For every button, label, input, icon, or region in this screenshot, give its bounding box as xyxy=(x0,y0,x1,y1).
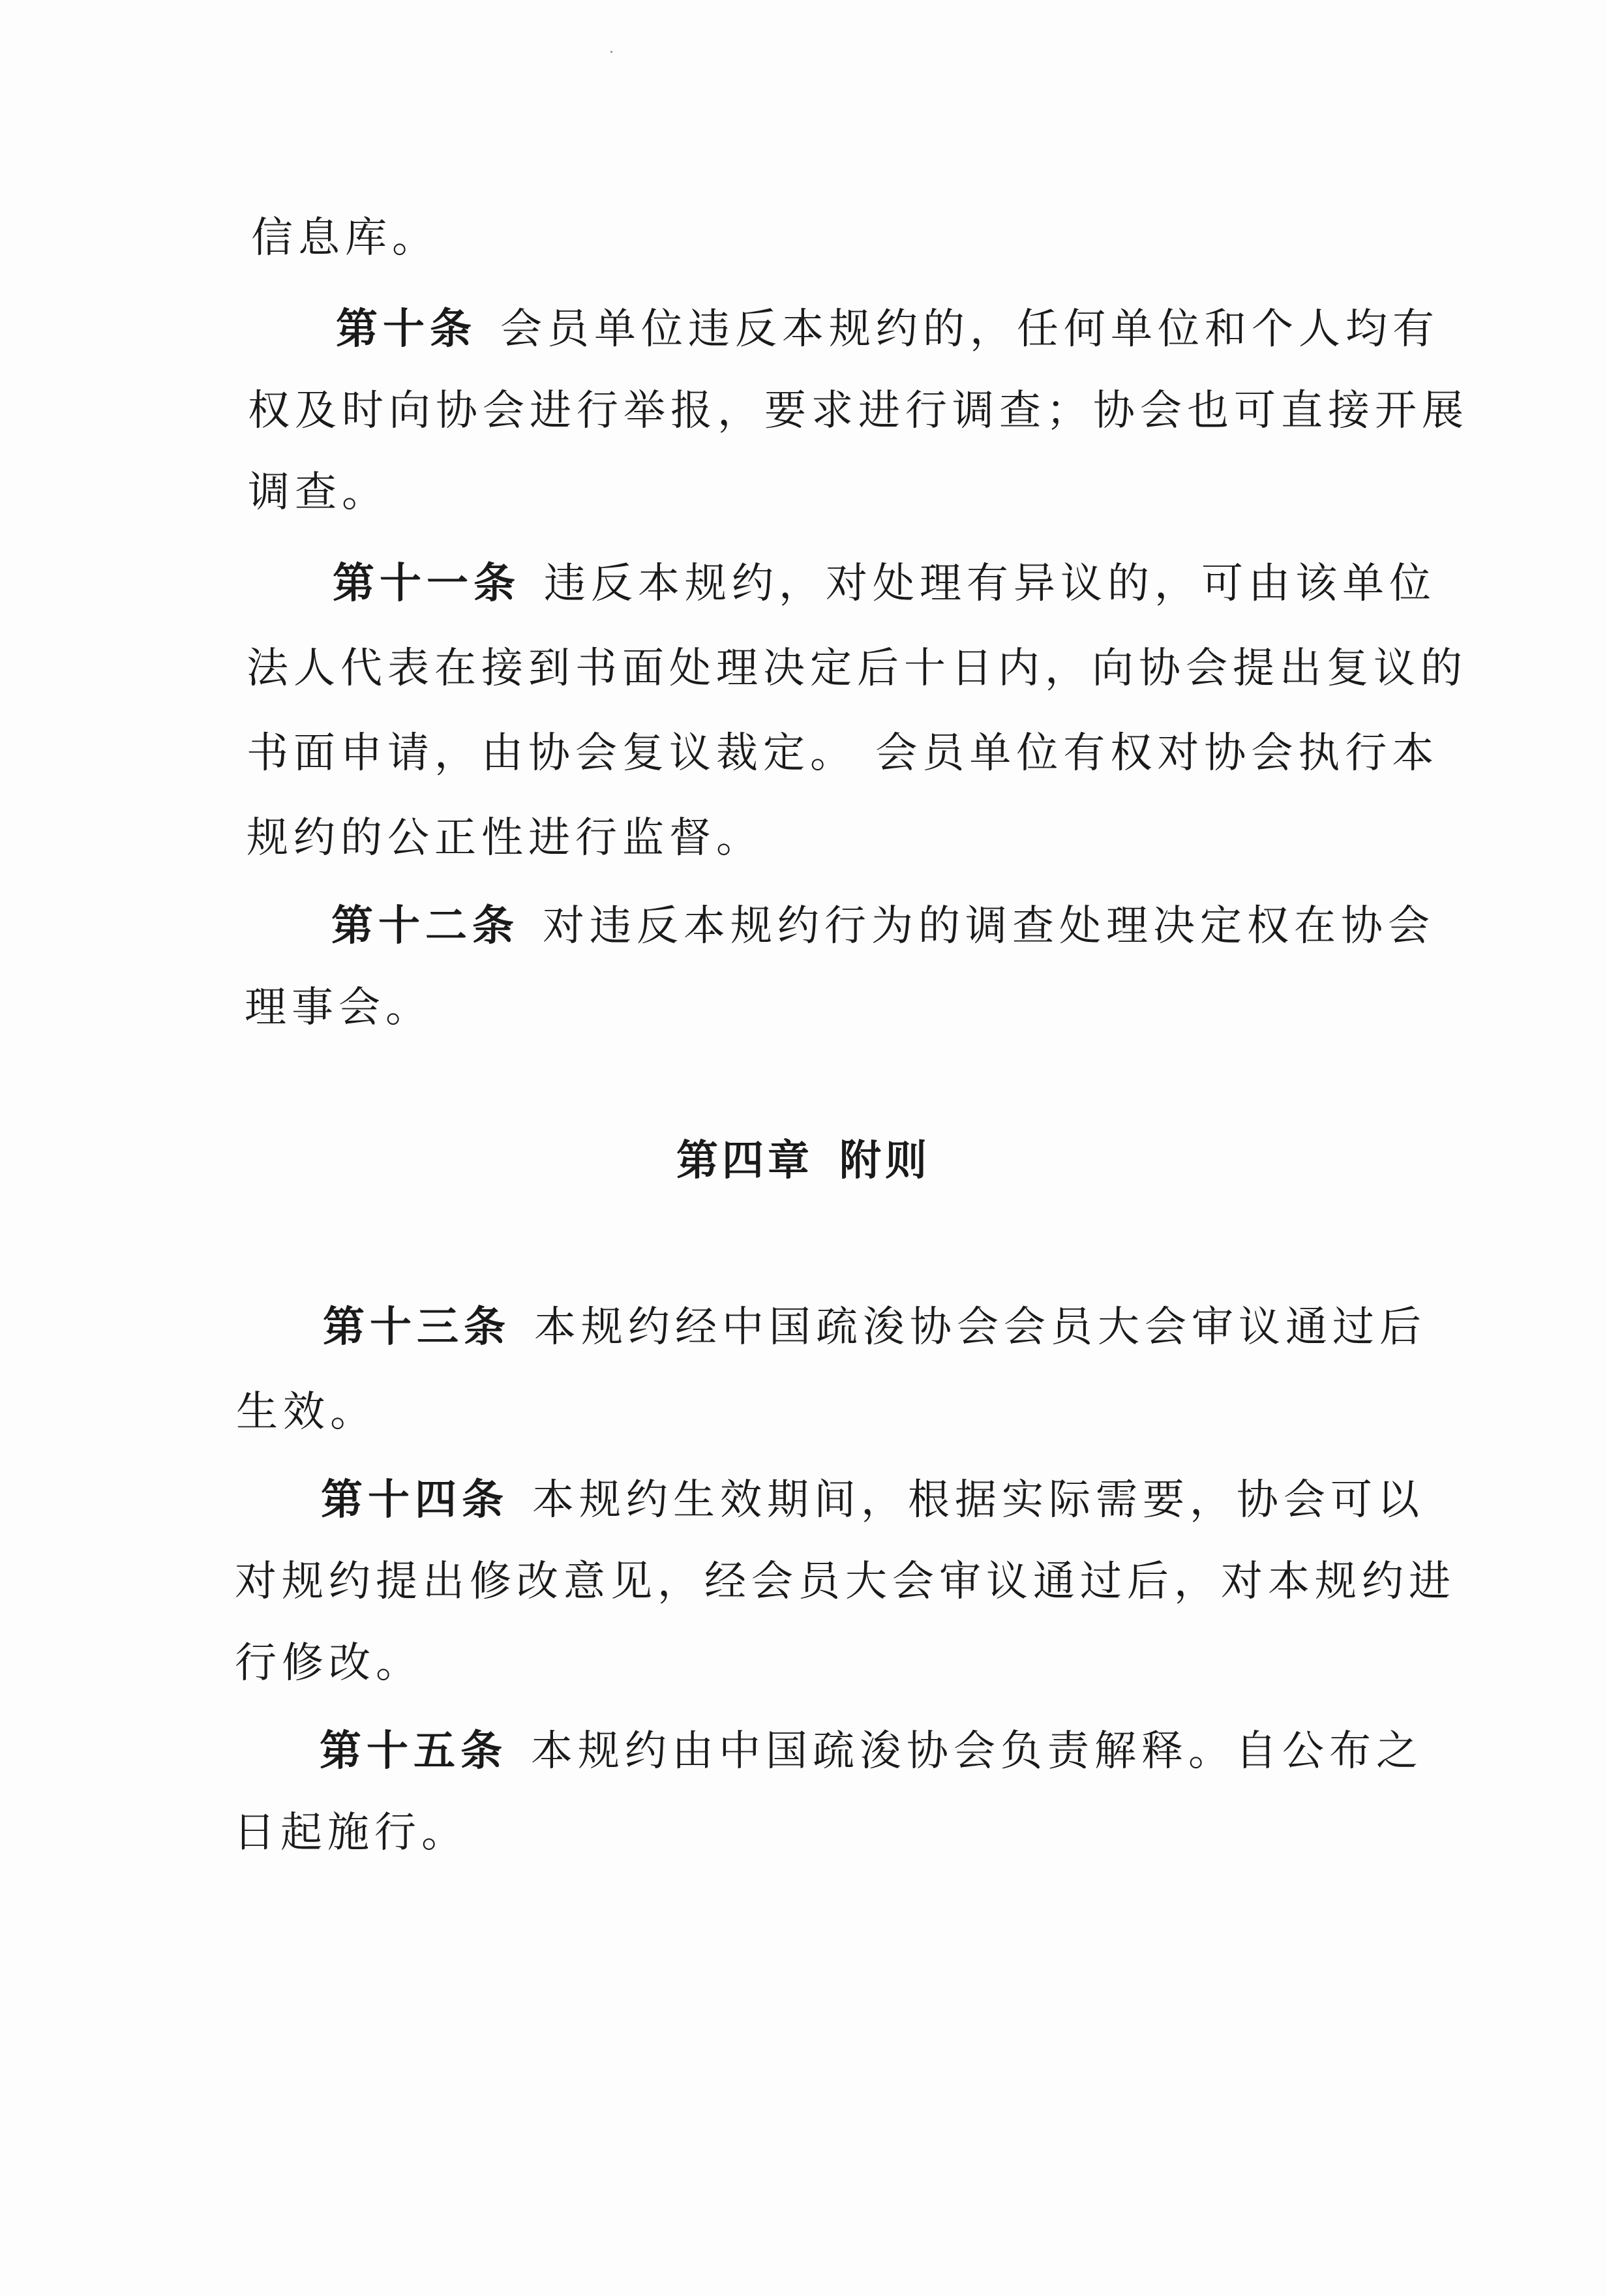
article-15-number: 第十五条 xyxy=(320,1727,507,1775)
article-13-number: 第十三条 xyxy=(323,1303,511,1352)
article-13-line-2: 生效。 xyxy=(236,1388,377,1436)
article-10-number: 第十条 xyxy=(336,305,477,354)
article-13-line-1 xyxy=(323,1298,1426,1357)
article-15-line-2: 日起施行。 xyxy=(233,1809,468,1857)
chapter-title: 附则 xyxy=(839,1136,931,1185)
article-15-line-1 xyxy=(320,1722,1423,1781)
article-12-line-1 xyxy=(331,897,1435,956)
article-10-text-1: 会员单位违反本规约的，任何单位和个人均有 xyxy=(500,305,1439,354)
article-14-line-2: 对规约提出修改意见，经会员大会审议通过后，对本规约进 xyxy=(235,1558,1456,1606)
scan-artifact xyxy=(610,51,612,53)
article-14-text-1: 本规约生效期间，根据实际需要，协会可以 xyxy=(532,1476,1424,1524)
chapter-heading xyxy=(0,1132,1607,1190)
article-11-line-4: 规约的公正性进行监督。 xyxy=(247,814,763,862)
article-11-number: 第十一条 xyxy=(333,559,520,608)
article-11-text-1: 违反本规约，对处理有异议的，可由该单位 xyxy=(544,560,1436,608)
chapter-number: 第四章 xyxy=(676,1136,813,1185)
article-10-line-2: 权及时向协会进行举报，要求进行调查；协会也可直接开展 xyxy=(248,387,1469,435)
article-14-number: 第十四条 xyxy=(321,1475,509,1524)
article-11-line-3: 书面申请，由协会复议裁定。 会员单位有权对协会执行本 xyxy=(247,729,1439,778)
article-11-line-2: 法人代表在接到书面处理决定后十日内，向协会提出复议的 xyxy=(247,644,1467,693)
article-12-line-2: 理事会。 xyxy=(245,984,432,1032)
article-11-line-1 xyxy=(333,554,1436,613)
article-10-line-3: 调查。 xyxy=(248,468,389,517)
article-14-line-3: 行修改。 xyxy=(235,1639,423,1687)
continuation-text: 信息库。 xyxy=(251,214,439,262)
article-10-line-1 xyxy=(336,300,1439,359)
article-13-text-1: 本规约经中国疏浚协会会员大会审议通过后 xyxy=(534,1303,1426,1352)
article-15-text-1: 本规约由中国疏浚协会负责解释。自公布之 xyxy=(531,1727,1423,1775)
article-12-number: 第十二条 xyxy=(331,901,519,950)
article-14-line-1 xyxy=(321,1471,1424,1530)
article-12-text-1: 对违反本规约行为的调查处理决定权在协会 xyxy=(543,902,1435,950)
